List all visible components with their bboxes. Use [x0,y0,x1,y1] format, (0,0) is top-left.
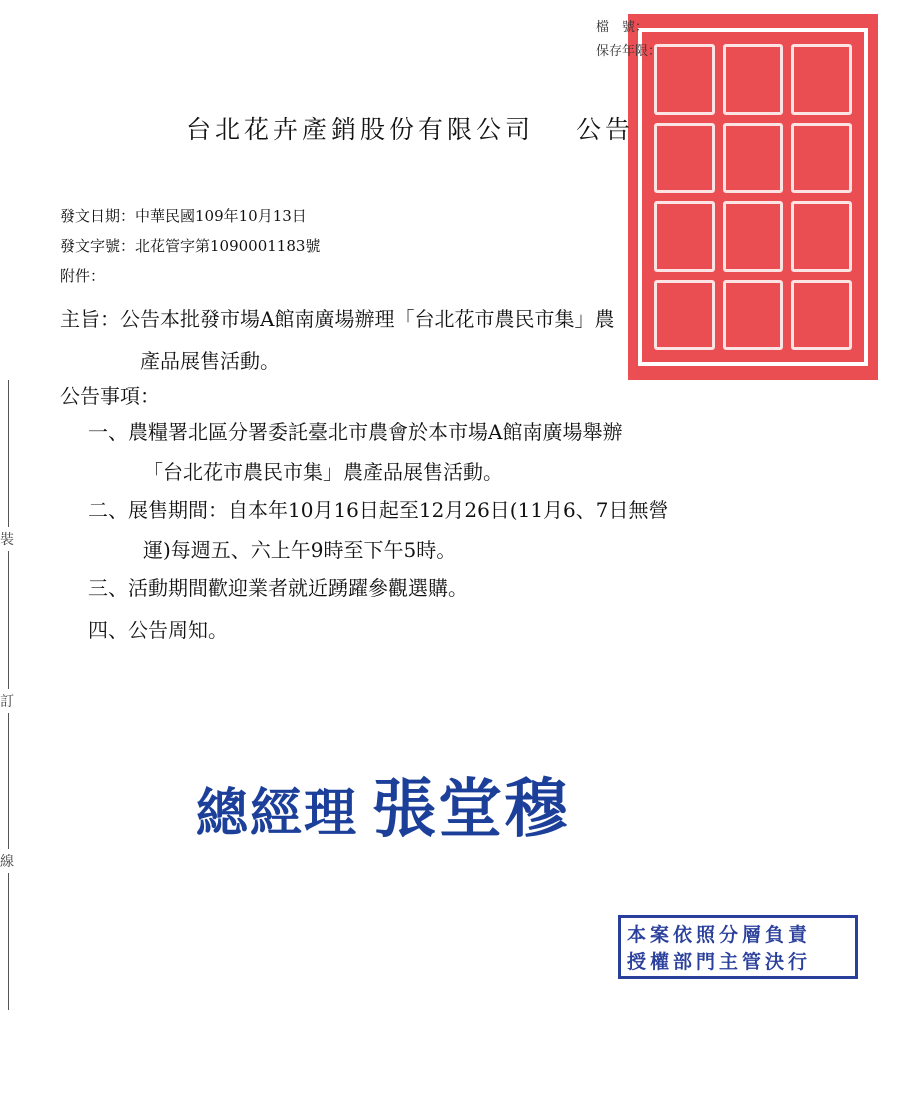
item-line: 四、公告周知。 [88,618,228,642]
item-line: 「台北花市農民市集」農產品展售活動。 [143,460,503,484]
document-title [186,110,634,146]
manager-signature [196,758,570,850]
stamp-line: 授權部門主管決行 [627,951,812,973]
items-heading: 公告事項： [60,384,160,408]
attachment-label: 附件： [60,267,106,285]
item-line: 三、活動期間歡迎業者就近踴躍參觀選購。 [88,576,468,600]
list-item [88,412,622,492]
signature-name: 張堂穆 [372,772,571,847]
archive-number-label: 檔 號： [596,20,649,35]
item-line: 運)每週五、六上午9時至下午5時。 [143,538,457,562]
issue-date: 發文日期：中華民國109年10月13日 [60,207,307,225]
company-name: 台北花卉產銷股份有限公司 [186,115,535,144]
subject-line: 主旨：公告本批發市場A館南廣場辦理「台北花市農民市集」農 [60,307,615,331]
list-item [88,568,468,608]
binding-char: 線 [0,849,14,873]
subject [60,298,614,382]
binding-char: 訂 [0,689,14,713]
item-line: 二、展售期間：自本年10月16日起至12月26日(11月6、7日無營 [88,498,669,522]
list-item [88,490,669,570]
signature-title: 總經理 [196,783,359,844]
retention-period-label: 保存年限： [596,44,662,59]
company-seal [628,14,878,380]
subject-line: 產品展售活動。 [140,349,280,373]
list-item [88,610,228,650]
stamp-line: 本案依照分層負責 [627,924,812,946]
authorization-stamp [618,915,858,979]
binding-char: 裝 [0,527,14,551]
item-line: 一、農糧署北區分署委託臺北市農會於本市場A館南廣場舉辦 [88,420,623,444]
reference-number: 發文字號：北花管字第1090001183號 [60,237,321,255]
document-type: 公告 [576,115,635,144]
